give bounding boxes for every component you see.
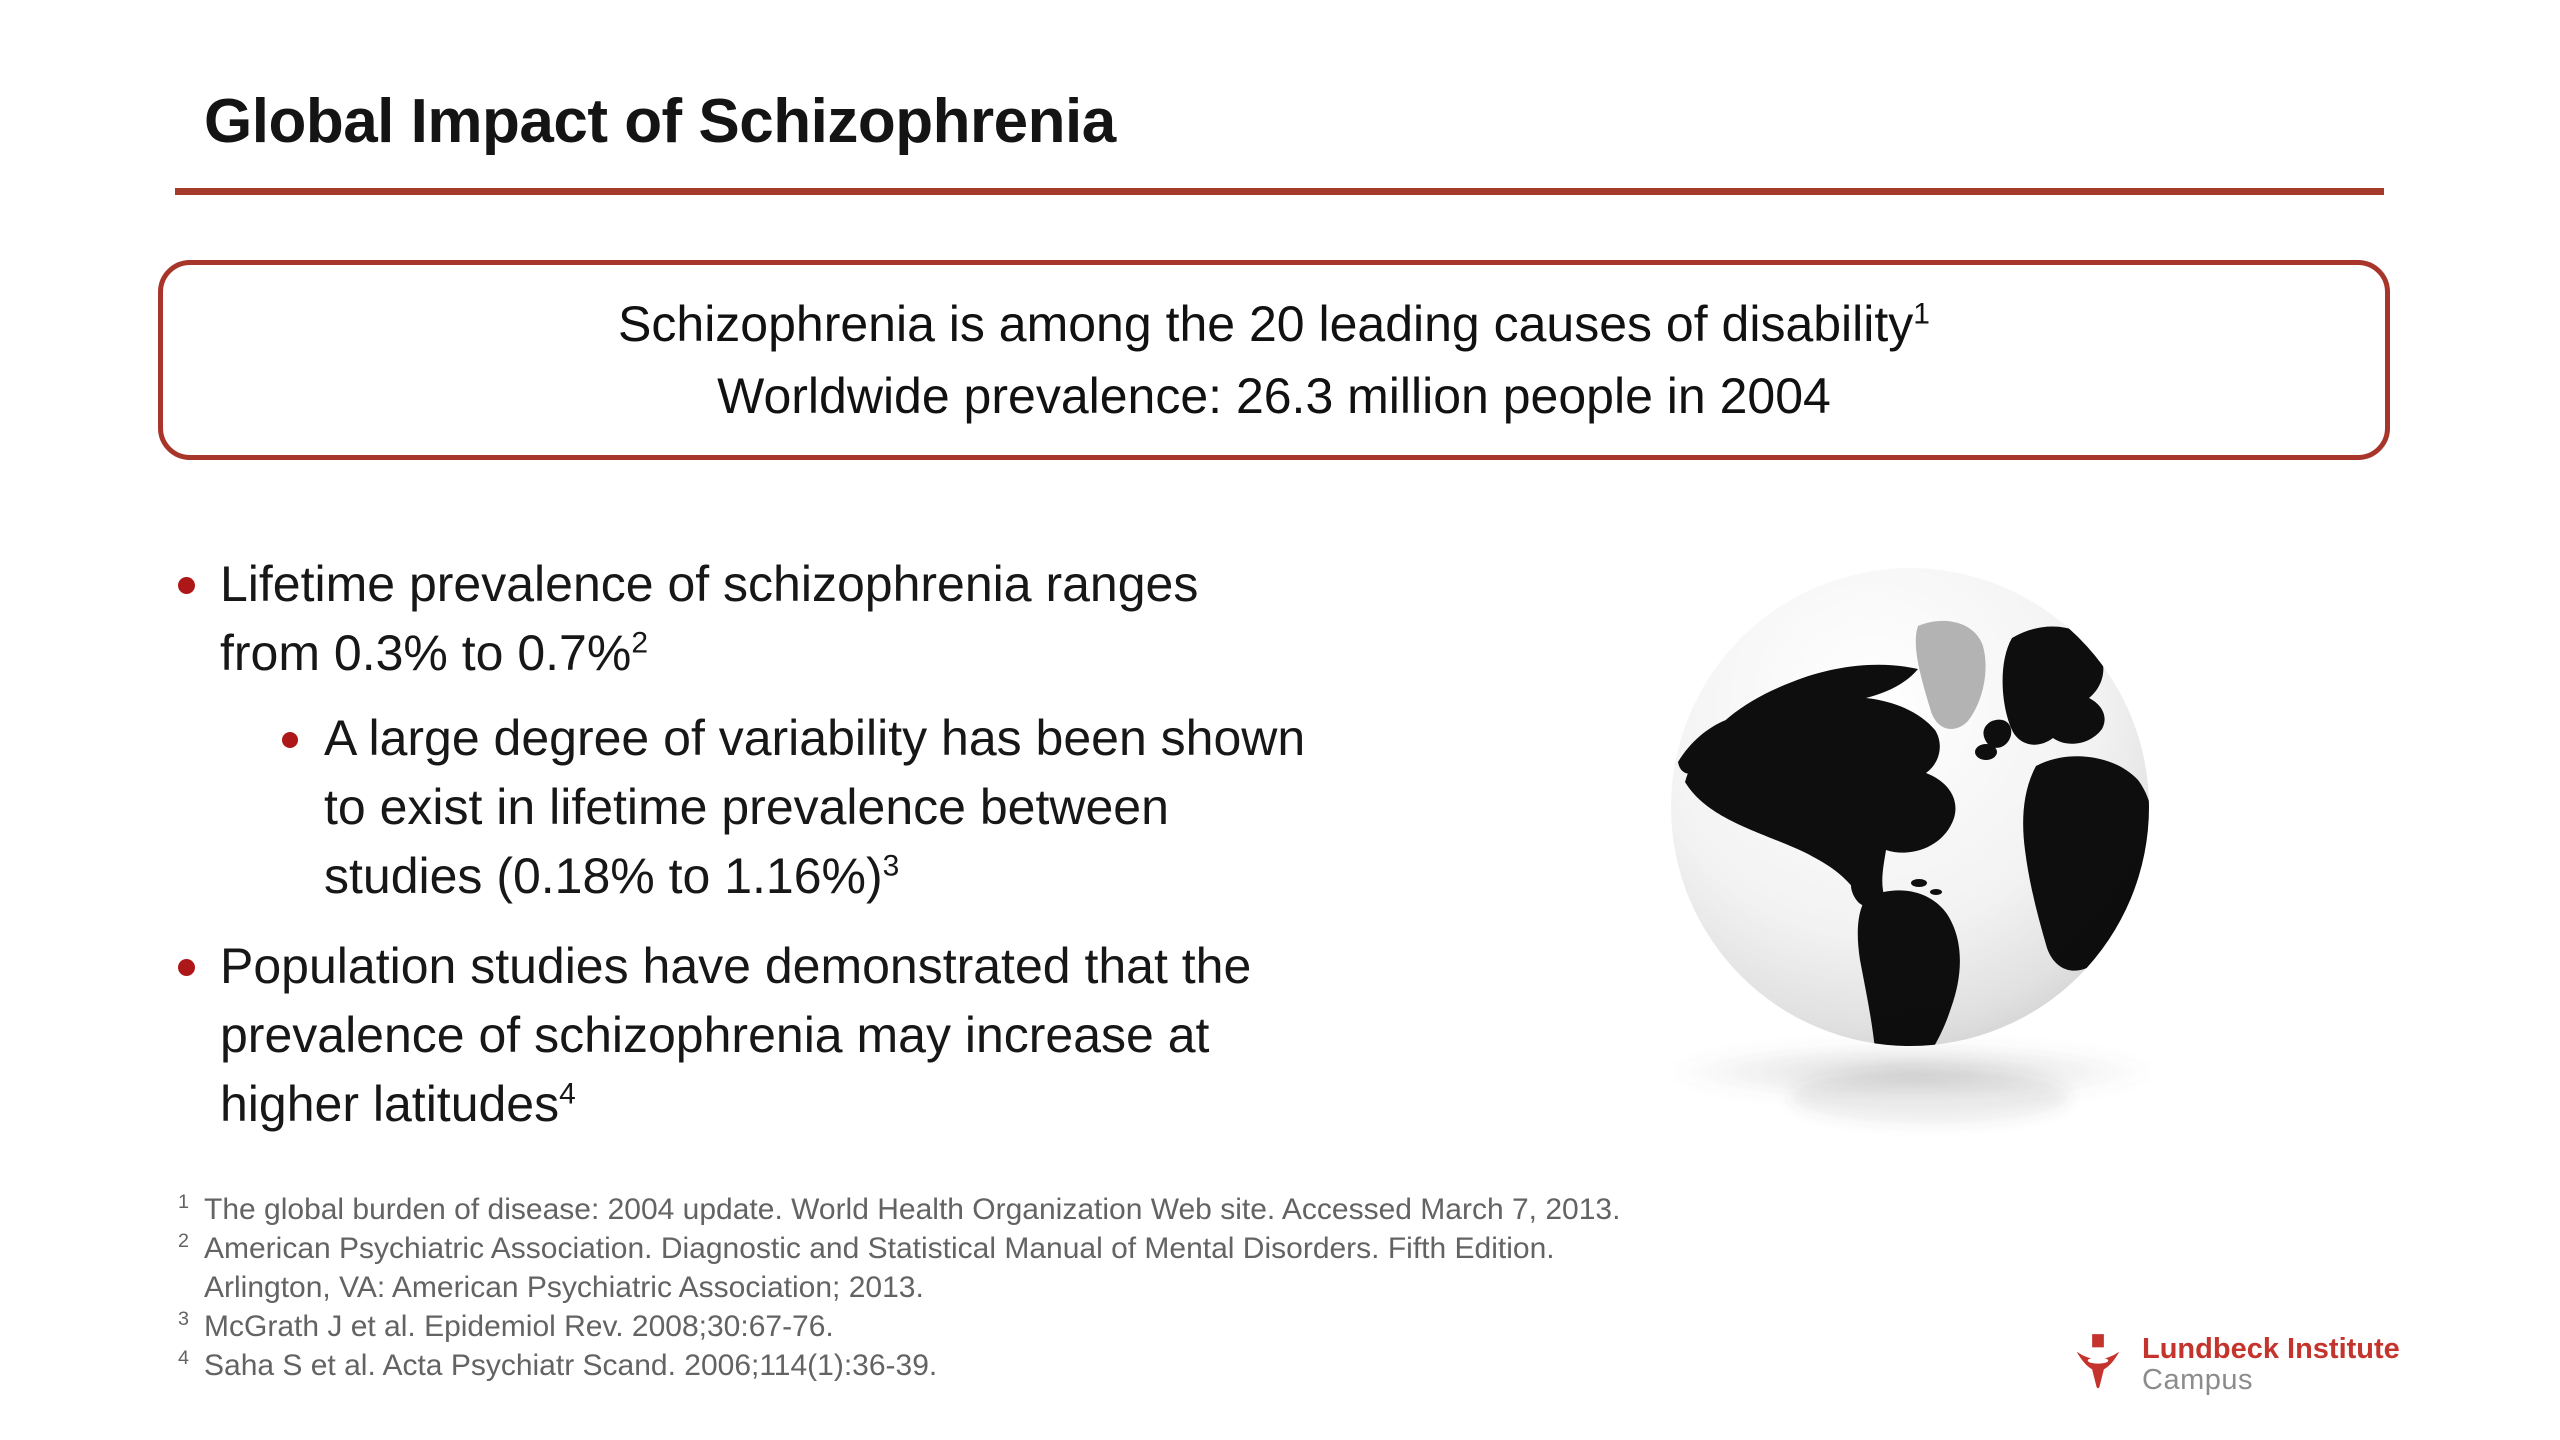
footnote-ref-1: 1 [1913,297,1930,331]
footnote-ref-3: 3 [882,849,900,883]
bullet-line: Population studies have demonstrated that the [220,938,1252,994]
footnote-line-continuation [178,1268,1620,1307]
page-title: Global Impact of Schizophrenia [204,87,1116,156]
footnote-text: Arlington, VA: American Psychiatric Association; 2013. [204,1271,924,1304]
footnote-line: $^3$ McGrath J et al. Epidemiol Rev. 2008;30:67-76. [178,1308,834,1343]
footnote-line: $^1$ The global burden of disease: 2004 update. World Health Organization Web site. Accessed March 7, 2013. [178,1191,1621,1226]
bullet-text [324,704,1578,911]
brand-logo [2076,1334,2400,1396]
bullet-line-text: from 0.3% to 0.7% [220,625,632,681]
bullet-line-text: higher latitudes [220,1076,560,1132]
bullet-item-1 [178,550,1578,688]
footnote-text: McGrath J et al. Epidemiol Rev. 2008;30:67-76. [204,1310,834,1343]
bullet-text [220,932,1578,1139]
footnote-text: American Psychiatric Association. Diagnostic and Statistical Manual of Mental Disorders. Fifth Edition. [204,1232,1555,1265]
footnote-line: $^4$ Saha S et al. Acta Psychiatr Scand. 2006;114(1):36-39. [178,1347,938,1382]
bullet-dot-icon [178,550,220,688]
bullet-line: prevalence of schizophrenia may increase at [220,1007,1210,1063]
bullet-dot-icon [178,932,220,1139]
footnote-text: Saha S et al. Acta Psychiatr Scand. 2006;114(1):36-39. [204,1349,938,1382]
title-underline-rule [175,188,2384,195]
globe-image [1630,552,2190,1192]
bullet-line: A large degree of variability has been shown [324,710,1306,766]
bullet-line [220,619,1578,688]
bullet-line [220,1070,1578,1139]
globe-shadow [1667,1042,2157,1123]
bullet-line: to exist in lifetime prevalence between [324,779,1169,835]
footnote-line: $^2$ American Psychiatric Association. Diagnostic and Statistical Manual of Mental Disorders. Fifth Edition. [178,1230,1555,1265]
bullet-item-1a [282,704,1578,911]
bullet-line-text: studies (0.18% to 1.16%) [324,848,883,904]
footnote-text: The global burden of disease: 2004 update. World Health Organization Web site. Accessed March 7, 2013. [204,1193,1621,1226]
bullet-text [220,550,1578,688]
bullet-line: Lifetime prevalence of schizophrenia ranges [220,556,1199,612]
callout-line-1 [618,288,1930,360]
bullet-dot-icon [282,704,324,911]
globe-continents [1671,568,2154,1085]
bullet-line [324,842,1578,911]
brand-name: Lundbeck Institute [2142,1333,2400,1365]
callout-box [158,260,2390,460]
bullet-list [178,550,1578,1139]
callout-line-2: Worldwide prevalence: 26.3 million people in 2004 [717,368,1831,424]
callout-line-1-text: Schizophrenia is among the 20 leading causes of disability [618,296,1914,352]
footnotes [178,1190,1620,1385]
footnote-ref-4: 4 [559,1077,576,1111]
brand-subtitle: Campus [2142,1364,2253,1396]
brand-text [2142,1334,2400,1396]
lundbeck-logo-icon [2076,1334,2120,1390]
bullet-item-2 [178,932,1578,1139]
footnote-ref-2: 2 [631,626,648,660]
